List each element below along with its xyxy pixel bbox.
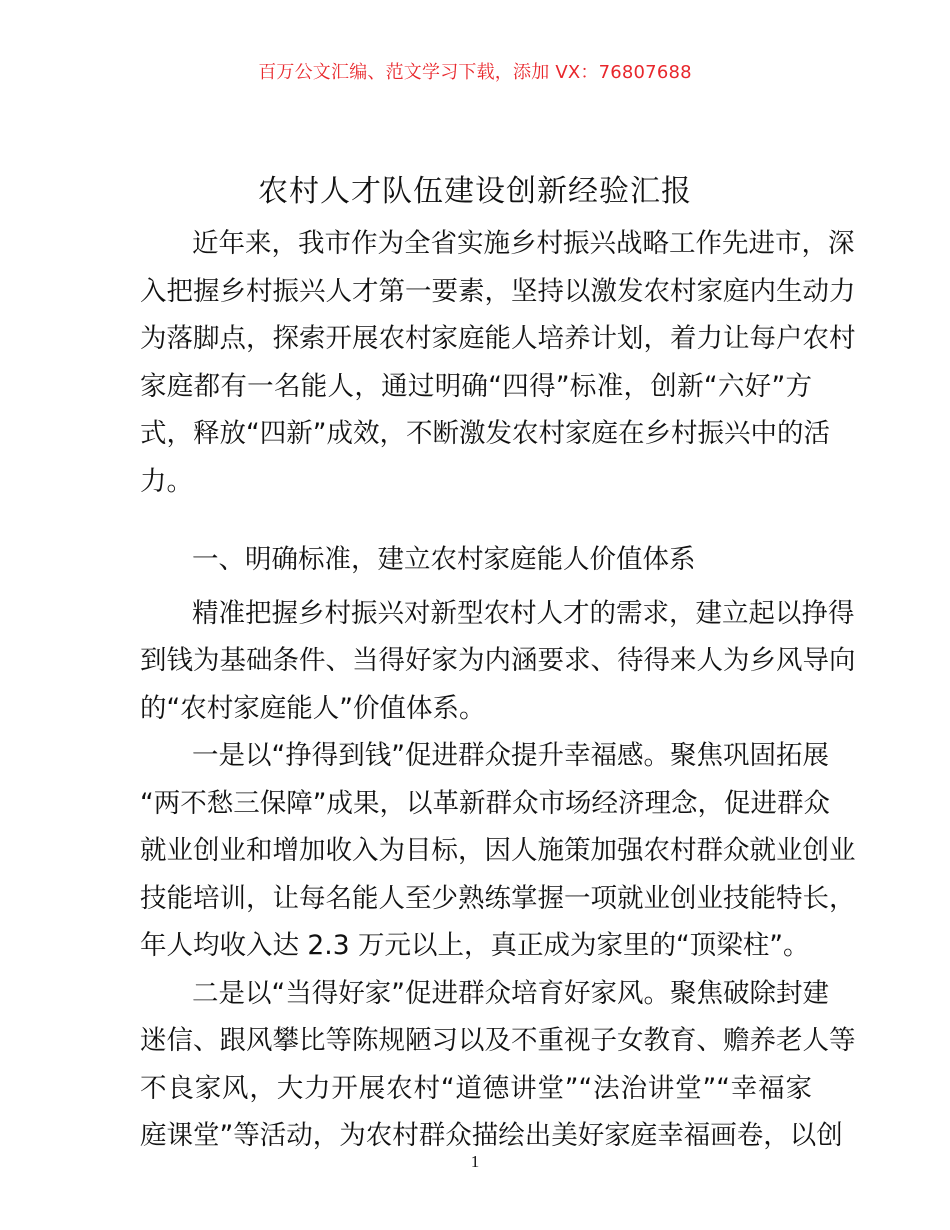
watermark-header: 百万公文汇编、范文学习下载，添加 VX：76807688 — [258, 62, 692, 83]
text-line: 一、明确标准，建立农村家庭能人价值体系 — [192, 544, 696, 575]
text-line: 到钱为基础条件、当得好家为内涵要求、待得来人为乡风导向 — [140, 645, 856, 676]
text-line: 为落脚点，探索开展农村家庭能人培养计划，着力让每户农村 — [140, 323, 856, 354]
paragraph — [140, 220, 856, 505]
text-line: 二是以“当得好家”促进群众培育好家风。聚焦破除封建 — [192, 977, 829, 1009]
text-line: 年人均收入达 2.3 万元以上，真正成为家里的“顶梁柱”。 — [140, 930, 810, 961]
document-title: 农村人才队伍建设创新经验汇报 — [258, 174, 692, 209]
text-line: 家庭都有一名能人，通过明确“四得”标准，创新“六好”方 — [140, 370, 812, 402]
text-line: 精准把握乡村振兴对新型农村人才的需求，建立起以挣得 — [192, 597, 855, 629]
text-line: 入把握乡村振兴人才第一要素，坚持以激发农村家庭内生动力 — [140, 275, 856, 307]
text-line: 一是以“挣得到钱”促进群众提升幸福感。聚焦巩固拓展 — [192, 740, 829, 771]
text-line: “两不愁三保障”成果，以革新群众市场经济理念，促进群众 — [140, 787, 830, 819]
text-line: 近年来，我市作为全省实施乡村振兴战略工作先进市，深 — [192, 228, 855, 259]
section-heading — [140, 536, 812, 584]
page-number: 1 — [470, 1152, 480, 1171]
document-body — [140, 220, 856, 1160]
text-line: 不良家风，大力开展农村“道德讲堂”“法治讲堂”“幸福家 — [140, 1072, 812, 1104]
text-line: 就业创业和增加收入为目标，因人施策加强农村群众就业创业 — [140, 835, 856, 866]
text-line: 力。 — [140, 465, 193, 497]
text-line: 技能培训，让每名能人至少熟练掌握一项就业创业技能特长， — [140, 882, 856, 914]
text-line: 的“农村家庭能人”价值体系。 — [140, 692, 486, 724]
paragraph — [140, 970, 856, 1160]
text-line: 式，释放“四新”成效，不断激发农村家庭在乡村振兴中的活 — [140, 418, 830, 449]
paragraph — [140, 590, 856, 733]
text-line: 庭课堂”等活动，为农村群众描绘出美好家庭幸福画卷，以创 — [140, 1120, 843, 1151]
paragraph — [140, 732, 856, 970]
text-line: 迷信、跟风攀比等陈规陋习以及不重视子女教育、赡养老人等 — [140, 1025, 856, 1056]
